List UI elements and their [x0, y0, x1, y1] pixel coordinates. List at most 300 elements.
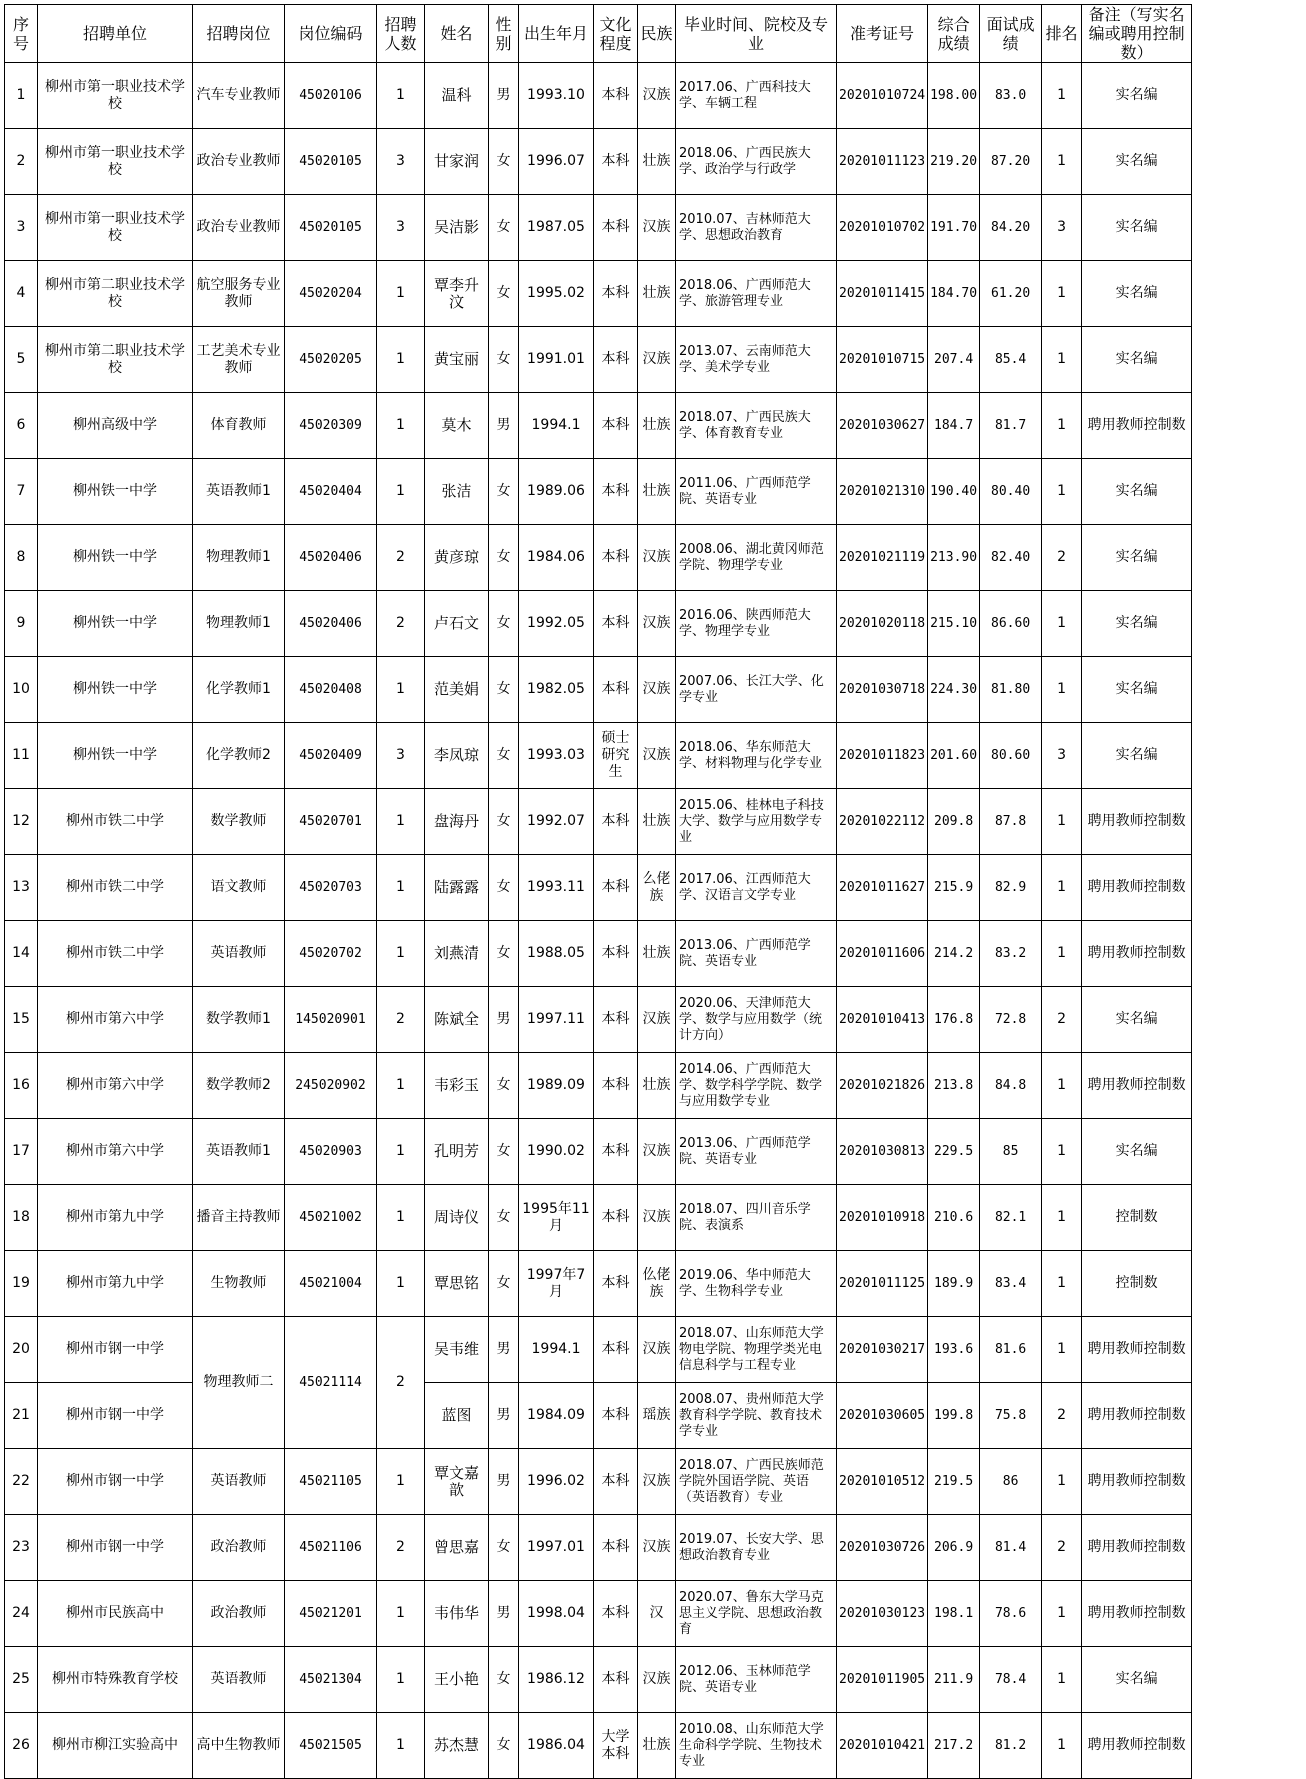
cell-code: 45021106 [285, 1515, 377, 1581]
cell-unit: 柳州市第六中学 [38, 1119, 193, 1185]
cell-exam-id: 20201010702 [837, 195, 928, 261]
cell-total: 199.8 [928, 1383, 980, 1449]
cell-seq: 15 [5, 987, 38, 1053]
cell-count: 1 [377, 459, 425, 525]
cell-exam-id: 20201010724 [837, 63, 928, 129]
cell-gender: 男 [489, 1581, 519, 1647]
cell-note: 实名编 [1082, 1119, 1192, 1185]
cell-grad: 2018.07、山东师范大学物电学院、物理学类光电信息科学与工程专业 [676, 1317, 837, 1383]
cell-post: 工艺美术专业教师 [193, 327, 285, 393]
cell-exam-id: 20201010413 [837, 987, 928, 1053]
cell-total: 217.2 [928, 1713, 980, 1779]
cell-rank: 1 [1042, 1713, 1082, 1779]
cell-unit: 柳州市铁二中学 [38, 855, 193, 921]
cell-unit: 柳州市第二职业技术学校 [38, 327, 193, 393]
cell-post: 物理教师1 [193, 525, 285, 591]
cell-unit: 柳州市钢一中学 [38, 1383, 193, 1449]
table-row [5, 1383, 1192, 1449]
cell-name: 张洁 [425, 459, 489, 525]
header-gender: 性别 [489, 5, 519, 63]
cell-note: 聘用教师控制数 [1082, 1515, 1192, 1581]
cell-exam-id: 20201021826 [837, 1053, 928, 1119]
cell-post: 体育教师 [193, 393, 285, 459]
cell-gender: 男 [489, 1383, 519, 1449]
cell-grad: 2008.06、湖北黄冈师范学院、物理学专业 [676, 525, 837, 591]
table-row [5, 789, 1192, 855]
cell-total: 214.2 [928, 921, 980, 987]
cell-edu: 本科 [594, 1383, 638, 1449]
cell-count: 1 [377, 393, 425, 459]
cell-gender: 女 [489, 921, 519, 987]
cell-gender: 女 [489, 1713, 519, 1779]
cell-interview: 85 [980, 1119, 1042, 1185]
cell-birth: 1993.10 [519, 63, 594, 129]
cell-rank: 1 [1042, 393, 1082, 459]
cell-name: 孔明芳 [425, 1119, 489, 1185]
cell-exam-id: 20201030217 [837, 1317, 928, 1383]
cell-note: 聘用教师控制数 [1082, 1317, 1192, 1383]
cell-seq: 18 [5, 1185, 38, 1251]
cell-name: 吴韦维 [425, 1317, 489, 1383]
cell-total: 184.7 [928, 393, 980, 459]
cell-ethnic: 汉族 [638, 1317, 676, 1383]
cell-post: 汽车专业教师 [193, 63, 285, 129]
cell-rank: 1 [1042, 921, 1082, 987]
cell-ethnic: 壮族 [638, 1713, 676, 1779]
cell-gender: 女 [489, 129, 519, 195]
cell-seq: 22 [5, 1449, 38, 1515]
cell-birth: 1996.07 [519, 129, 594, 195]
cell-total: 193.6 [928, 1317, 980, 1383]
header-rank: 排名 [1042, 5, 1082, 63]
cell-total: 184.70 [928, 261, 980, 327]
table-row [5, 855, 1192, 921]
cell-count: 2 [377, 1317, 425, 1449]
cell-note: 控制数 [1082, 1185, 1192, 1251]
cell-exam-id: 20201021119 [837, 525, 928, 591]
cell-post: 航空服务专业教师 [193, 261, 285, 327]
cell-birth: 1986.12 [519, 1647, 594, 1713]
cell-code: 45020204 [285, 261, 377, 327]
header-note: 备注（写实名编或聘用控制数） [1082, 5, 1192, 63]
cell-rank: 1 [1042, 855, 1082, 921]
cell-ethnic: 汉族 [638, 525, 676, 591]
cell-code: 245020902 [285, 1053, 377, 1119]
cell-note: 实名编 [1082, 327, 1192, 393]
cell-note: 聘用教师控制数 [1082, 921, 1192, 987]
cell-gender: 男 [489, 63, 519, 129]
cell-exam-id: 20201011823 [837, 723, 928, 789]
table-row [5, 591, 1192, 657]
cell-birth: 1982.05 [519, 657, 594, 723]
cell-unit: 柳州高级中学 [38, 393, 193, 459]
header-code: 岗位编码 [285, 5, 377, 63]
cell-grad: 2018.07、广西民族大学、体育教育专业 [676, 393, 837, 459]
cell-edu: 本科 [594, 987, 638, 1053]
cell-unit: 柳州市第一职业技术学校 [38, 129, 193, 195]
cell-edu: 本科 [594, 591, 638, 657]
cell-total: 219.20 [928, 129, 980, 195]
cell-exam-id: 20201010512 [837, 1449, 928, 1515]
cell-code: 45020106 [285, 63, 377, 129]
cell-total: 198.1 [928, 1581, 980, 1647]
cell-gender: 男 [489, 1449, 519, 1515]
cell-code: 45021114 [285, 1317, 377, 1449]
cell-count: 2 [377, 591, 425, 657]
table-row [5, 261, 1192, 327]
cell-interview: 84.8 [980, 1053, 1042, 1119]
cell-birth: 1984.09 [519, 1383, 594, 1449]
cell-interview: 82.9 [980, 855, 1042, 921]
cell-grad: 2017.06、广西科技大学、车辆工程 [676, 63, 837, 129]
cell-count: 3 [377, 723, 425, 789]
cell-ethnic: 汉族 [638, 1119, 676, 1185]
cell-name: 盘海丹 [425, 789, 489, 855]
cell-seq: 23 [5, 1515, 38, 1581]
cell-grad: 2010.07、吉林师范大学、思想政治教育 [676, 195, 837, 261]
cell-total: 229.5 [928, 1119, 980, 1185]
cell-exam-id: 20201030726 [837, 1515, 928, 1581]
table-row [5, 723, 1192, 789]
cell-unit: 柳州铁一中学 [38, 459, 193, 525]
cell-note: 实名编 [1082, 987, 1192, 1053]
cell-edu: 本科 [594, 195, 638, 261]
cell-exam-id: 20201010715 [837, 327, 928, 393]
table-row [5, 525, 1192, 591]
cell-unit: 柳州市第二职业技术学校 [38, 261, 193, 327]
cell-code: 45021201 [285, 1581, 377, 1647]
cell-birth: 1992.05 [519, 591, 594, 657]
cell-exam-id: 20201030813 [837, 1119, 928, 1185]
cell-name: 王小艳 [425, 1647, 489, 1713]
cell-birth: 1991.01 [519, 327, 594, 393]
cell-name: 黄彦琼 [425, 525, 489, 591]
cell-name: 温科 [425, 63, 489, 129]
cell-seq: 26 [5, 1713, 38, 1779]
cell-edu: 本科 [594, 657, 638, 723]
cell-unit: 柳州市铁二中学 [38, 789, 193, 855]
cell-seq: 21 [5, 1383, 38, 1449]
header-seq: 序号 [5, 5, 38, 63]
cell-note: 聘用教师控制数 [1082, 1581, 1192, 1647]
cell-birth: 1993.11 [519, 855, 594, 921]
cell-post: 政治专业教师 [193, 195, 285, 261]
cell-seq: 9 [5, 591, 38, 657]
cell-interview: 83.0 [980, 63, 1042, 129]
cell-note: 聘用教师控制数 [1082, 1713, 1192, 1779]
cell-post: 物理教师二 [193, 1317, 285, 1449]
cell-grad: 2013.07、云南师范大学、美术学专业 [676, 327, 837, 393]
cell-edu: 本科 [594, 1251, 638, 1317]
cell-post: 化学教师1 [193, 657, 285, 723]
cell-edu: 本科 [594, 63, 638, 129]
cell-exam-id: 20201010918 [837, 1185, 928, 1251]
cell-seq: 20 [5, 1317, 38, 1383]
cell-count: 1 [377, 1713, 425, 1779]
cell-post: 化学教师2 [193, 723, 285, 789]
cell-name: 覃李升汶 [425, 261, 489, 327]
cell-code: 45020406 [285, 591, 377, 657]
cell-exam-id: 20201030605 [837, 1383, 928, 1449]
cell-ethnic: 汉族 [638, 591, 676, 657]
cell-rank: 1 [1042, 1449, 1082, 1515]
cell-interview: 80.40 [980, 459, 1042, 525]
cell-code: 45020703 [285, 855, 377, 921]
cell-edu: 本科 [594, 1449, 638, 1515]
cell-grad: 2016.06、陕西师范大学、物理学专业 [676, 591, 837, 657]
cell-count: 1 [377, 789, 425, 855]
cell-edu: 本科 [594, 1053, 638, 1119]
cell-seq: 19 [5, 1251, 38, 1317]
cell-grad: 2008.07、贵州师范大学教育科学学院、教育技术学专业 [676, 1383, 837, 1449]
cell-code: 45020701 [285, 789, 377, 855]
cell-total: 209.8 [928, 789, 980, 855]
cell-count: 1 [377, 261, 425, 327]
cell-rank: 1 [1042, 657, 1082, 723]
cell-rank: 1 [1042, 1317, 1082, 1383]
cell-gender: 女 [489, 459, 519, 525]
cell-total: 215.10 [928, 591, 980, 657]
cell-grad: 2020.07、鲁东大学马克思主义学院、思想政治教育 [676, 1581, 837, 1647]
table-row [5, 1185, 1192, 1251]
cell-ethnic: 壮族 [638, 261, 676, 327]
cell-ethnic: 壮族 [638, 1053, 676, 1119]
cell-exam-id: 20201030123 [837, 1581, 928, 1647]
cell-rank: 1 [1042, 459, 1082, 525]
table-row [5, 459, 1192, 525]
cell-ethnic: 壮族 [638, 789, 676, 855]
cell-edu: 大学本科 [594, 1713, 638, 1779]
cell-interview: 87.8 [980, 789, 1042, 855]
cell-unit: 柳州市第九中学 [38, 1251, 193, 1317]
cell-birth: 1995.02 [519, 261, 594, 327]
cell-ethnic: 汉族 [638, 657, 676, 723]
cell-count: 1 [377, 1119, 425, 1185]
cell-post: 物理教师1 [193, 591, 285, 657]
cell-post: 语文教师 [193, 855, 285, 921]
cell-interview: 82.1 [980, 1185, 1042, 1251]
cell-unit: 柳州市钢一中学 [38, 1317, 193, 1383]
cell-birth: 1986.04 [519, 1713, 594, 1779]
cell-interview: 78.4 [980, 1647, 1042, 1713]
cell-total: 210.6 [928, 1185, 980, 1251]
cell-exam-id: 20201011905 [837, 1647, 928, 1713]
cell-grad: 2015.06、桂林电子科技大学、数学与应用数学专业 [676, 789, 837, 855]
cell-seq: 17 [5, 1119, 38, 1185]
header-total: 综合成绩 [928, 5, 980, 63]
header-ethnic: 民族 [638, 5, 676, 63]
cell-edu: 本科 [594, 393, 638, 459]
cell-code: 45021105 [285, 1449, 377, 1515]
cell-seq: 5 [5, 327, 38, 393]
cell-total: 190.40 [928, 459, 980, 525]
cell-name: 李凤琼 [425, 723, 489, 789]
cell-note: 实名编 [1082, 129, 1192, 195]
recruitment-table [4, 4, 1192, 1779]
cell-grad: 2018.07、四川音乐学院、表演系 [676, 1185, 837, 1251]
cell-total: 189.9 [928, 1251, 980, 1317]
cell-interview: 81.6 [980, 1317, 1042, 1383]
cell-ethnic: 壮族 [638, 921, 676, 987]
table-row [5, 921, 1192, 987]
cell-ethnic: 汉族 [638, 1647, 676, 1713]
cell-count: 1 [377, 1053, 425, 1119]
cell-name: 周诗仪 [425, 1185, 489, 1251]
cell-gender: 男 [489, 1317, 519, 1383]
cell-interview: 61.20 [980, 261, 1042, 327]
cell-interview: 86.60 [980, 591, 1042, 657]
cell-unit: 柳州铁一中学 [38, 525, 193, 591]
cell-post: 英语教师 [193, 921, 285, 987]
cell-note: 实名编 [1082, 657, 1192, 723]
cell-note: 控制数 [1082, 1251, 1192, 1317]
cell-ethnic: 壮族 [638, 129, 676, 195]
cell-grad: 2012.06、玉林师范学院、英语专业 [676, 1647, 837, 1713]
cell-gender: 女 [489, 1251, 519, 1317]
cell-gender: 女 [489, 1119, 519, 1185]
cell-gender: 女 [489, 525, 519, 591]
cell-grad: 2018.07、广西民族师范学院外国语学院、英语（英语教育）专业 [676, 1449, 837, 1515]
cell-code: 45021304 [285, 1647, 377, 1713]
cell-edu: 硕士研究生 [594, 723, 638, 789]
cell-rank: 1 [1042, 1119, 1082, 1185]
cell-rank: 2 [1042, 1383, 1082, 1449]
cell-grad: 2013.06、广西师范学院、英语专业 [676, 1119, 837, 1185]
cell-gender: 女 [489, 261, 519, 327]
cell-gender: 男 [489, 393, 519, 459]
cell-seq: 16 [5, 1053, 38, 1119]
cell-gender: 女 [489, 855, 519, 921]
cell-interview: 86 [980, 1449, 1042, 1515]
cell-gender: 女 [489, 327, 519, 393]
cell-note: 实名编 [1082, 459, 1192, 525]
cell-unit: 柳州铁一中学 [38, 723, 193, 789]
cell-edu: 本科 [594, 129, 638, 195]
cell-code: 45020408 [285, 657, 377, 723]
cell-name: 陈斌全 [425, 987, 489, 1053]
cell-note: 聘用教师控制数 [1082, 393, 1192, 459]
cell-seq: 3 [5, 195, 38, 261]
cell-ethnic: 汉族 [638, 1449, 676, 1515]
cell-edu: 本科 [594, 1317, 638, 1383]
cell-gender: 女 [489, 195, 519, 261]
cell-birth: 1998.04 [519, 1581, 594, 1647]
cell-name: 覃文嘉歆 [425, 1449, 489, 1515]
cell-birth: 1997年7月 [519, 1251, 594, 1317]
header-row [5, 5, 1192, 63]
cell-exam-id: 20201021310 [837, 459, 928, 525]
cell-unit: 柳州市第一职业技术学校 [38, 63, 193, 129]
cell-rank: 1 [1042, 63, 1082, 129]
cell-edu: 本科 [594, 1185, 638, 1251]
cell-grad: 2020.06、天津师范大学、数学与应用数学（统计方向） [676, 987, 837, 1053]
cell-post: 播音主持教师 [193, 1185, 285, 1251]
cell-gender: 女 [489, 657, 519, 723]
cell-post: 数学教师2 [193, 1053, 285, 1119]
cell-count: 2 [377, 987, 425, 1053]
cell-total: 207.4 [928, 327, 980, 393]
cell-count: 1 [377, 63, 425, 129]
cell-count: 1 [377, 327, 425, 393]
cell-total: 224.30 [928, 657, 980, 723]
cell-total: 176.8 [928, 987, 980, 1053]
cell-count: 3 [377, 195, 425, 261]
cell-count: 1 [377, 1251, 425, 1317]
cell-gender: 女 [489, 1185, 519, 1251]
cell-rank: 1 [1042, 129, 1082, 195]
cell-note: 实名编 [1082, 525, 1192, 591]
cell-post: 英语教师1 [193, 459, 285, 525]
cell-edu: 本科 [594, 459, 638, 525]
cell-ethnic: 汉族 [638, 63, 676, 129]
cell-rank: 2 [1042, 987, 1082, 1053]
cell-grad: 2019.07、长安大学、思想政治教育专业 [676, 1515, 837, 1581]
cell-code: 45020205 [285, 327, 377, 393]
cell-note: 聘用教师控制数 [1082, 855, 1192, 921]
cell-seq: 8 [5, 525, 38, 591]
cell-gender: 男 [489, 987, 519, 1053]
cell-ethnic: 仫佬族 [638, 1251, 676, 1317]
cell-note: 实名编 [1082, 261, 1192, 327]
cell-count: 1 [377, 1185, 425, 1251]
cell-code: 145020901 [285, 987, 377, 1053]
cell-note: 实名编 [1082, 723, 1192, 789]
cell-ethnic: 汉族 [638, 723, 676, 789]
header-name: 姓名 [425, 5, 489, 63]
cell-count: 1 [377, 657, 425, 723]
cell-code: 45021505 [285, 1713, 377, 1779]
cell-birth: 1989.09 [519, 1053, 594, 1119]
cell-ethnic: 壮族 [638, 393, 676, 459]
cell-count: 1 [377, 1581, 425, 1647]
cell-rank: 1 [1042, 789, 1082, 855]
cell-name: 莫木 [425, 393, 489, 459]
cell-edu: 本科 [594, 1647, 638, 1713]
cell-unit: 柳州市柳江实验高中 [38, 1713, 193, 1779]
cell-name: 韦伟华 [425, 1581, 489, 1647]
cell-name: 曾思嘉 [425, 1515, 489, 1581]
cell-birth: 1997.11 [519, 987, 594, 1053]
cell-name: 苏杰慧 [425, 1713, 489, 1779]
header-interview: 面试成绩 [980, 5, 1042, 63]
cell-seq: 7 [5, 459, 38, 525]
cell-name: 吴洁影 [425, 195, 489, 261]
cell-exam-id: 20201030718 [837, 657, 928, 723]
cell-post: 政治教师 [193, 1581, 285, 1647]
cell-ethnic: 汉 [638, 1581, 676, 1647]
cell-seq: 25 [5, 1647, 38, 1713]
cell-code: 45020105 [285, 195, 377, 261]
table-row [5, 1581, 1192, 1647]
cell-birth: 1995年11月 [519, 1185, 594, 1251]
cell-code: 45020702 [285, 921, 377, 987]
cell-birth: 1987.05 [519, 195, 594, 261]
cell-total: 211.9 [928, 1647, 980, 1713]
cell-note: 实名编 [1082, 591, 1192, 657]
cell-rank: 1 [1042, 1647, 1082, 1713]
cell-code: 45020105 [285, 129, 377, 195]
cell-seq: 2 [5, 129, 38, 195]
cell-ethnic: 汉族 [638, 327, 676, 393]
cell-ethnic: 壮族 [638, 459, 676, 525]
cell-grad: 2007.06、长江大学、化学专业 [676, 657, 837, 723]
table-row [5, 1515, 1192, 1581]
header-grad: 毕业时间、院校及专业 [676, 5, 837, 63]
cell-name: 黄宝丽 [425, 327, 489, 393]
cell-exam-id: 20201022112 [837, 789, 928, 855]
cell-seq: 24 [5, 1581, 38, 1647]
cell-gender: 女 [489, 1515, 519, 1581]
